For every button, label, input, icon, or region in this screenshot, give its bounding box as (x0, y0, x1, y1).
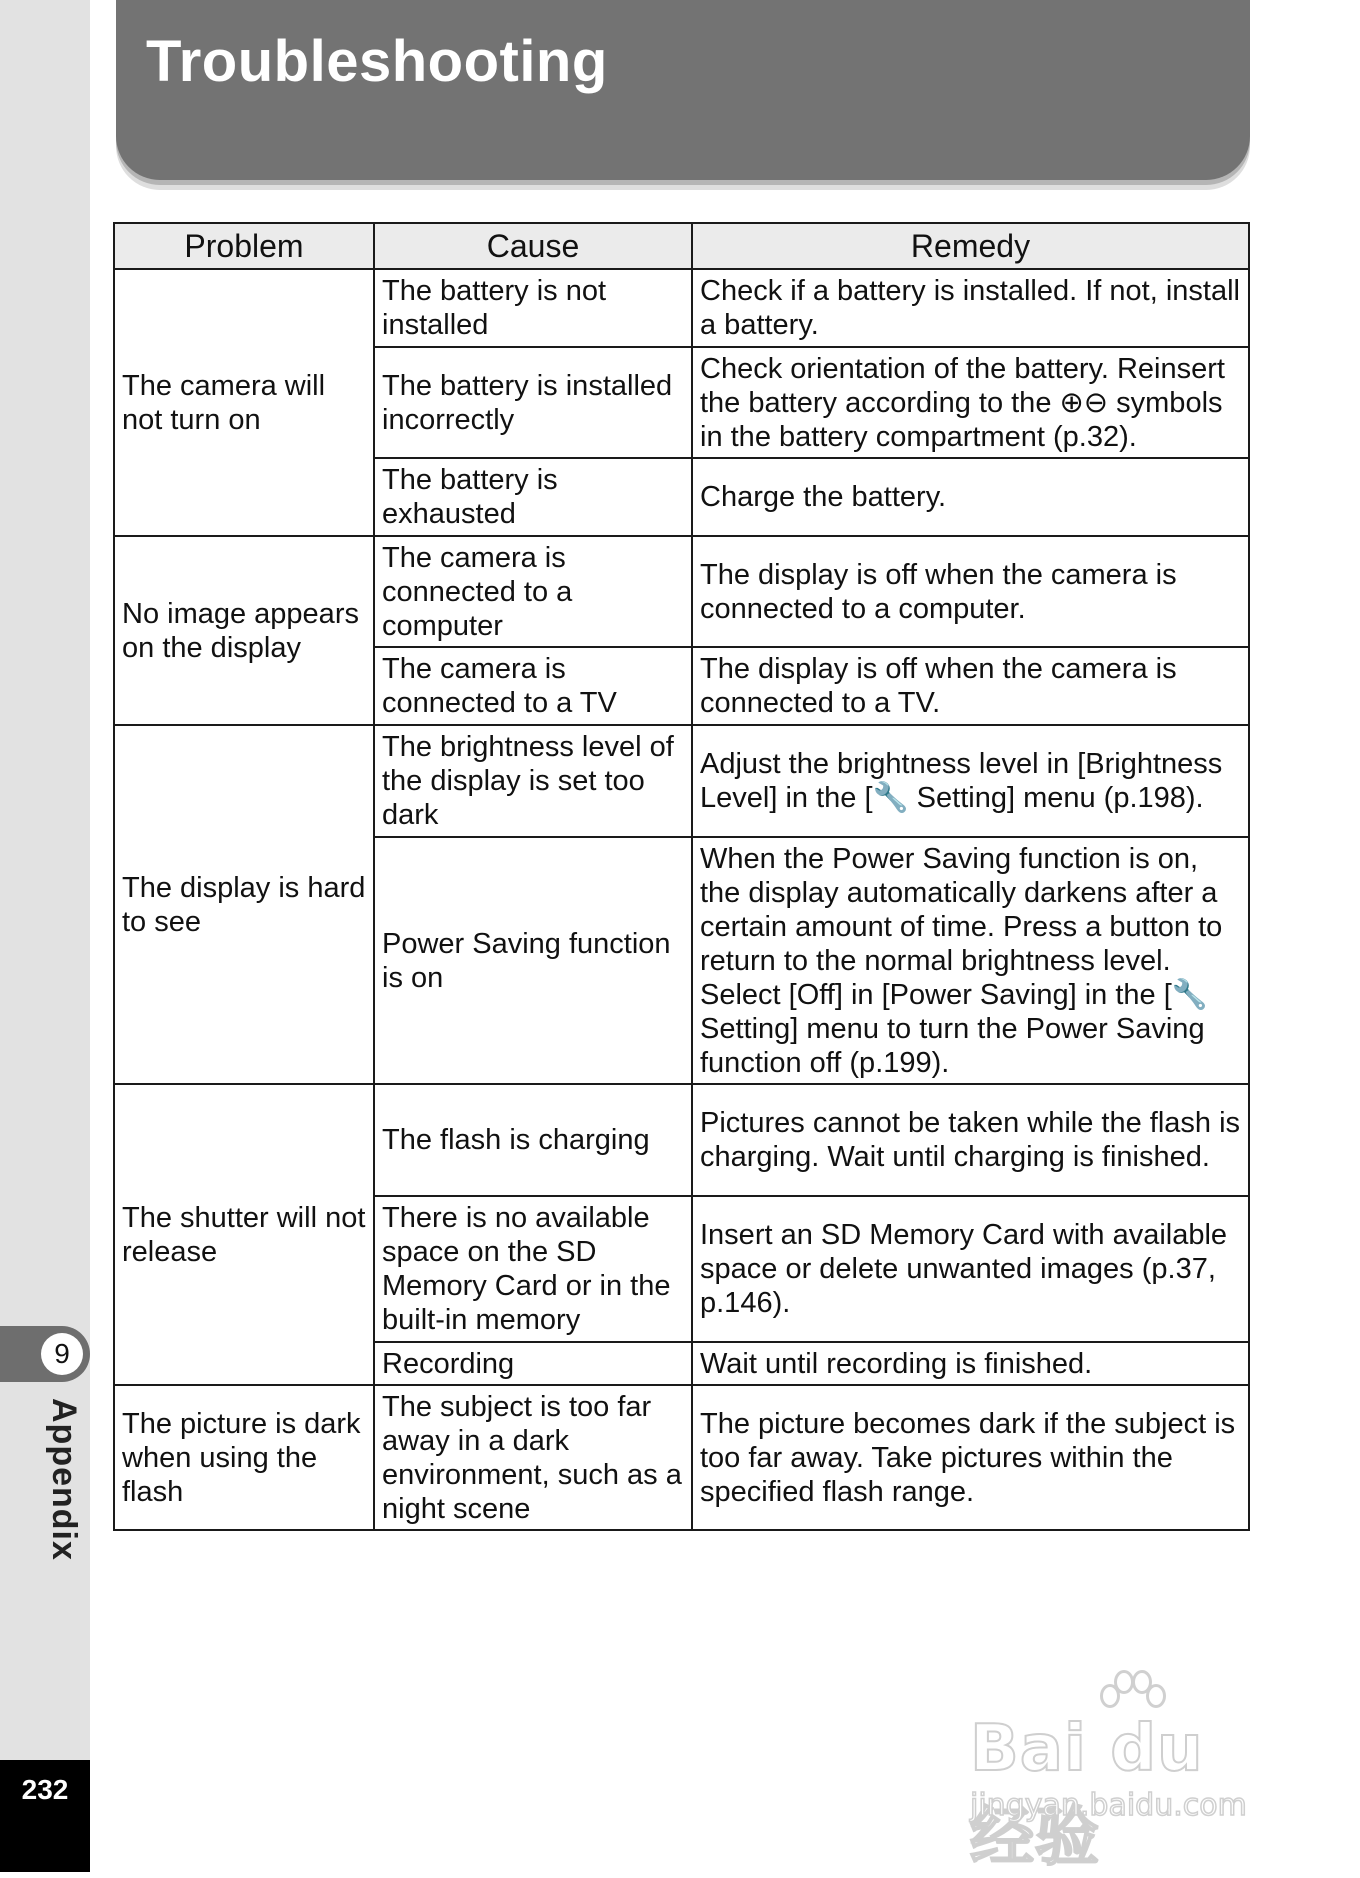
problem-cell: The display is hard to see (114, 725, 374, 1084)
header-problem: Problem (114, 223, 374, 269)
remedy-cell: Check if a battery is installed. If not, install a battery. (692, 269, 1249, 347)
remedy-cell: The display is off when the camera is connected to a computer. (692, 536, 1249, 647)
chapter-label: Appendix (45, 1398, 83, 1561)
cause-cell: The camera is connected to a computer (374, 536, 692, 647)
baidu-watermark (960, 1660, 1280, 1875)
troubleshooting-table (113, 222, 1250, 1531)
cause-cell: The camera is connected to a TV (374, 647, 692, 725)
remedy-cell: Pictures cannot be taken while the flash is charging. Wait until charging is finished. (692, 1084, 1249, 1196)
cause-cell: Recording (374, 1342, 692, 1385)
remedy-cell: Wait until recording is finished. (692, 1342, 1249, 1385)
page-number: 232 (21, 1774, 69, 1805)
problem-cell: The shutter will not release (114, 1084, 374, 1385)
remedy-cell: The picture becomes dark if the subject is too far away. Take pictures within the specified flash range. (692, 1385, 1249, 1530)
cause-cell: The subject is too far away in a dark environment, such as a night scene (374, 1385, 692, 1530)
cause-cell: The battery is exhausted (374, 458, 692, 536)
remedy-cell: Charge the battery. (692, 458, 1249, 536)
table-row (114, 725, 1249, 837)
table-row (114, 1385, 1249, 1530)
problem-cell: The camera will not turn on (114, 269, 374, 536)
problem-cell: No image appears on the display (114, 536, 374, 725)
remedy-cell: Insert an SD Memory Card with available space or delete unwanted images (p.37, p.146). (692, 1196, 1249, 1342)
cause-cell: The battery is installed incorrectly (374, 347, 692, 458)
cause-cell: The brightness level of the display is set too dark (374, 725, 692, 837)
header-cause: Cause (374, 223, 692, 269)
table-row (114, 269, 1249, 347)
remedy-cell: When the Power Saving function is on, the display automatically darkens after a certain amount of time. Press a button to return to the normal brightness level. Select [Off] in [Power Saving] in the [🔧 Setting] menu to turn the Power Saving function off (p.199). (692, 837, 1249, 1084)
remedy-cell: The display is off when the camera is connected to a TV. (692, 647, 1249, 725)
cause-cell: There is no available space on the SD Memory Card or in the built-in memory (374, 1196, 692, 1342)
watermark-logo: Bai du 经验 (970, 1712, 1204, 1875)
page-title: Troubleshooting (146, 29, 608, 94)
watermark-url: jingyan.baidu.com (970, 1788, 1247, 1823)
table-header-row (114, 223, 1249, 269)
cause-cell: The flash is charging (374, 1084, 692, 1196)
table-row (114, 536, 1249, 647)
chapter-number: 9 (41, 1333, 83, 1375)
cause-cell: The battery is not installed (374, 269, 692, 347)
problem-cell: The picture is dark when using the flash (114, 1385, 374, 1530)
remedy-cell: Check orientation of the battery. Reinsert the battery according to the ⊕⊖ symbols in the battery compartment (p.32). (692, 347, 1249, 458)
cause-cell: Power Saving function is on (374, 837, 692, 1084)
header-remedy: Remedy (692, 223, 1249, 269)
remedy-cell: Adjust the brightness level in [Brightness Level] in the [🔧 Setting] menu (p.198). (692, 725, 1249, 837)
table-row (114, 1084, 1249, 1196)
